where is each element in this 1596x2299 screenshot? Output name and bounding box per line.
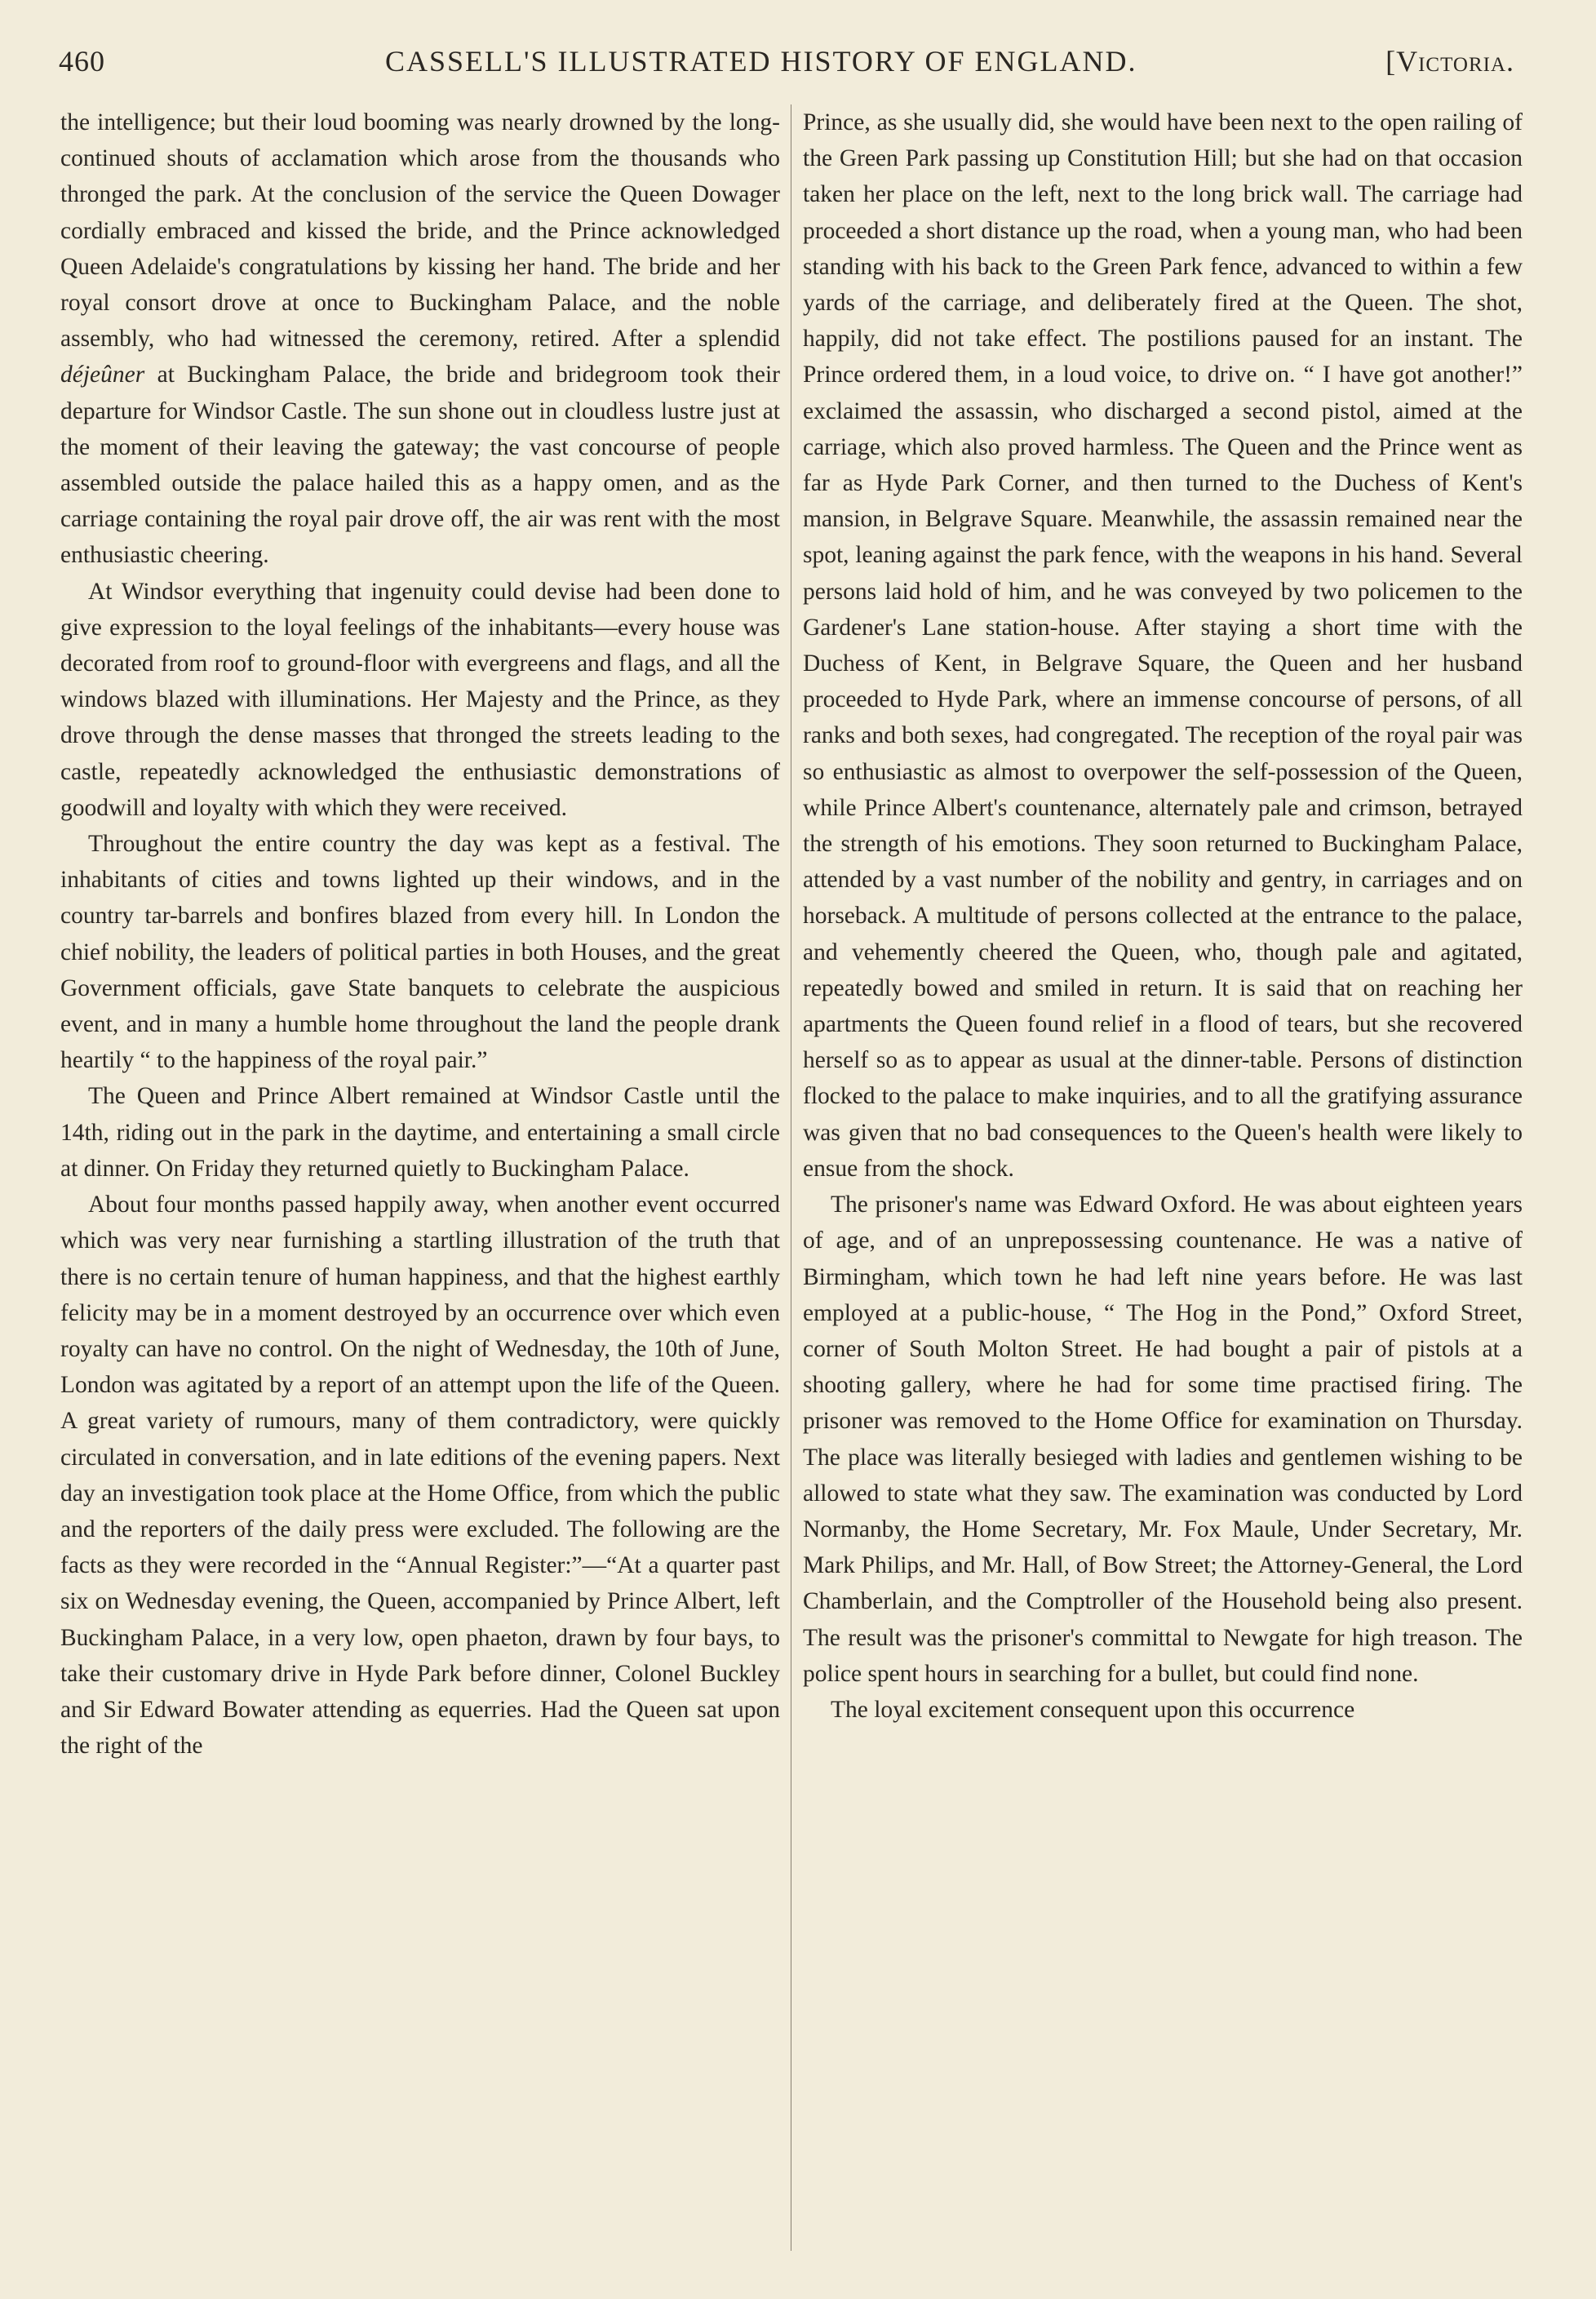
paragraph: About four months passed happily away, when another event occurred which was very near furnishing a startling illustration of the truth that there is no certain tenure of human happiness, and that the highest earthly felicity may be in a moment destroyed by an occurrence over which even royalty can have no control. On the night of Wednesday, the 10th of June, London was agitated by a report of an attempt upon the life of the Queen. A great variety of rumours, many of them contradictory, were quickly circulated in conversation, and in late editions of the evening papers. Next day an investigation took place at the Home Office, from which the public and the reporters of the daily press were excluded. The following are the facts as they were recorded in the “Annual Register:”—“At a quarter past six on Wednesday evening, the Queen, accompanied by Prince Albert, left Buckingham Palace, in a very low, open phaeton, drawn by four bays, to take their customary drive in Hyde Park before dinner, Colonel Buckley and Sir Edward Bowater attending as equerries. Had the Queen sat upon the right of the xyxy=(60,1192,780,1760)
running-header xyxy=(59,36,1514,85)
paragraph-text: the intelligence; but their loud booming was nearly drowned by the long-continued shouts of acclamation which arose from the thousands who thronged the park. At the conclusion of the service the Queen Dowager cordially embraced and kissed the bride, and the Prince acknowledged Queen Adelaide's congratulations by kissing her hand. The bride and her royal consort drove at once to Buckingham Palace, and the noble assembly, who had witnessed the ceremony, retired. After a splendid xyxy=(60,109,780,353)
paragraph xyxy=(60,104,780,574)
section-label: [Victoria. xyxy=(1385,45,1514,78)
paragraph: Prince, as she usually did, she would have been next to the open railing of the Green Park passing up Constitution Hill; but she had on that occasion taken her place on the left, next to the long brick wall. The carriage had proceeded a short distance up the road, when a young man, who had been standing with his back to the Green Park fence, advanced to within a few yards of the carriage, and deliberately fired at the Queen. The shot, happily, did not take effect. The postilions paused for an instant. The Prince ordered them, in a loud voice, to drive on. “ I have got another!” exclaimed the assassin, who discharged a second pistol, aimed at the carriage, which also proved harmless. The Queen and the Prince went as far as Hyde Park Corner, and then turned to the Duchess of Kent's mansion, in Belgrave Square. Meanwhile, the assassin remained near the spot, leaning against the park fence, with the weapons in his hand. Several persons laid hold of him, and he was conveyed by two policemen to the Gardener's Lane station-house. After staying a short time with the Duchess of Kent, in Belgrave Square, the Queen and her husband proceeded to Hyde Park, where an immense concourse of persons, of all ranks and both sexes, had congregated. The reception of the royal pair was so enthusiastic as almost to overpower the self-possession of the Queen, while Prince Albert's countenance, alternately pale and crimson, betrayed the strength of his emotions. They soon returned to Buckingham Palace, attended by a vast number of the nobility and gentry, in carriages and on horseback. A multitude of persons collected at the entrance to the palace, and vehemently cheered the Queen, who, though pale and agitated, repeatedly bowed and smiled in return. It is said that on reaching her apartments the Queen found relief in a flood of tears, but she recovered herself so as to appear as usual at the dinner-table. Persons of distinction flocked to the palace to make inquiries, and to all the gratifying assurance was given that no bad consequences to the Queen's health were likely to ensue from the shock. xyxy=(803,109,1523,1182)
paragraph: The prisoner's name was Edward Oxford. He was about eighteen years of age, and of an unprepossessing countenance. He was a native of Birmingham, which town he had left nine years before. He was last employed at a public-house, “ The Hog in the Pond,” Oxford Street, corner of South Molton Street. He had bought a pair of pistols at a shooting gallery, where he had for some time practised firing. The prisoner was removed to the Home Office for examination on Thursday. The place was literally besieged with ladies and gentlemen wishing to be allowed to state what they saw. The examination was conducted by Lord Normanby, the Home Secretary, Mr. Fox Maule, Under Secretary, Mr. Mark Philips, and Mr. Hall, of Bow Street; the Attorney-General, the Lord Chamberlain, and the Comptroller of the Household being also present. The result was the prisoner's committal to Newgate for high treason. The police spent hours in searching for a bullet, but could find none. xyxy=(803,1192,1523,1687)
right-column xyxy=(803,104,1523,1728)
paragraph-text: at Buckingham Palace, the bride and bridegroom took their departure for Windsor Castle. The sun shone out in cloudless lustre just at the moment of their leaving the gateway; the vast concourse of people assembled outside the palace hailed this as a happy omen, and as the carriage containing the royal pair drove off, the air was rent with the most enthusiastic cheering. xyxy=(60,362,780,569)
paragraph: At Windsor everything that ingenuity could devise had been done to give expression to the loyal feelings of the inhabitants—every house was decorated from roof to ground-floor with evergreens and flags, and all the windows blazed with illuminations. Her Majesty and the Prince, as they drove through the dense masses that thronged the streets leading to the castle, repeatedly acknowledged the enthusiastic demonstrations of goodwill and loyalty with which they were received. xyxy=(60,578,780,821)
left-column xyxy=(60,104,780,1764)
paragraph: The loyal excitement consequent upon this occurrence xyxy=(831,1696,1355,1723)
paragraph: Throughout the entire country the day was kept as a festival. The inhabitants of cities and towns lighted up their windows, and in the country tar-barrels and bonfires blazed from every hill. In London the chief nobility, the leaders of political parties in both Houses, and the great Government officials, gave State banquets to celebrate the auspicious event, and in many a humble home throughout the land the people drank heartily “ to the happiness of the royal pair.” xyxy=(60,831,780,1074)
italic-term: déjeûner xyxy=(60,362,145,388)
paragraph: The Queen and Prince Albert remained at Windsor Castle until the 14th, riding out in the park in the daytime, and entertaining a small circle at dinner. On Friday they returned quietly to Buckingham Palace. xyxy=(60,1083,780,1182)
running-title: CASSELL'S ILLUSTRATED HISTORY OF ENGLAND. xyxy=(385,45,1137,78)
page-number: 460 xyxy=(59,45,105,78)
